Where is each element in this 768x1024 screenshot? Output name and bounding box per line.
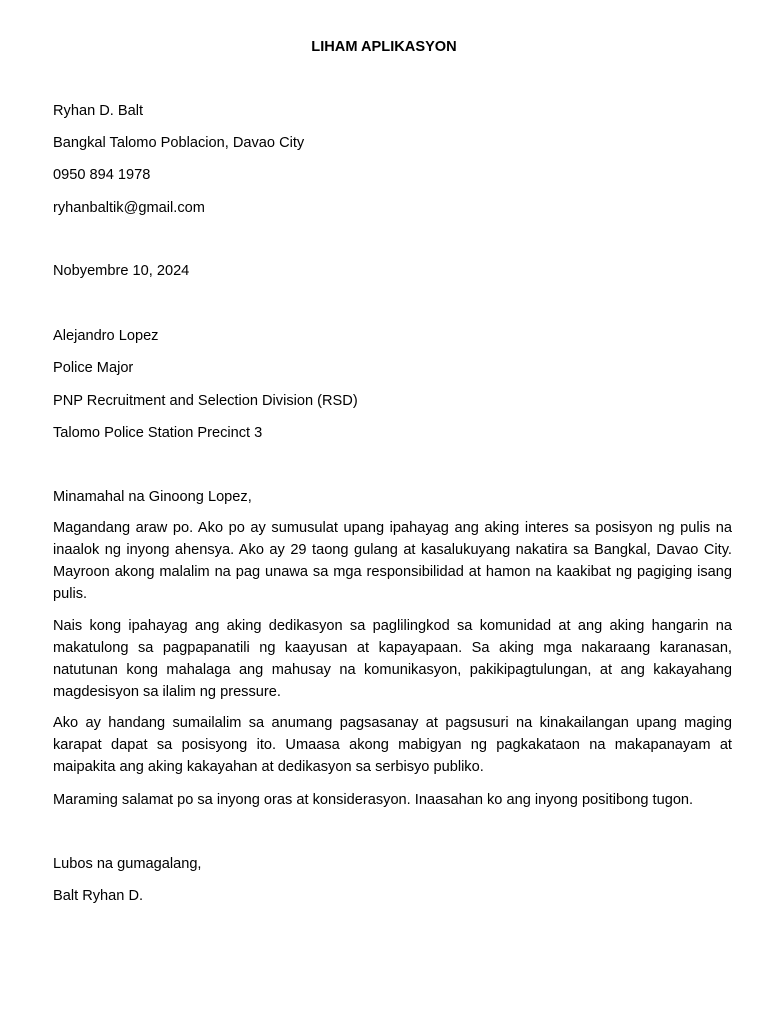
body-paragraph-2: Nais kong ipahayag ang aking dedikasyon sa paglilingkod sa komunidad at ang aking hangarin na makatulong sa pagpapanatili ng kaayusan at kapayapaan. Sa aking mga nakaraang karanasan, natutunan kong mahalaga ang mahusay na komunikasyon, pakikipagtulungan, at ang kakayahang magdesisyon sa ilalim ng pressure. [53, 618, 732, 700]
sender-email: ryhanbaltik@gmail.com [53, 200, 205, 216]
closing: Lubos na gumagalang, [53, 856, 202, 872]
recipient-office: PNP Recruitment and Selection Division (RSD) [53, 393, 358, 409]
recipient-name: Alejandro Lopez [53, 328, 159, 344]
body-paragraph-4: Maraming salamat po sa inyong oras at konsiderasyon. Inaasahan ko ang inyong positibong tugon. [53, 792, 694, 808]
body-paragraph-3: Ako ay handang sumailalim sa anumang pagsasanay at pagsusuri na kinakailangan upang maging karapat dapat sa posisyong ito. Umaasa akong mabigyan ng pagkakataon na makapanayam at maipakita ang aking kakayahan at dedikasyon sa serbisyo publiko. [53, 715, 732, 775]
letter-title: LIHAM APLIKASYON [311, 39, 457, 55]
salutation: Minamahal na Ginoong Lopez, [53, 489, 252, 505]
recipient-position: Police Major [53, 360, 134, 376]
signature: Balt Ryhan D. [53, 888, 144, 904]
sender-address: Bangkal Talomo Poblacion, Davao City [53, 135, 305, 151]
body-paragraph-1: Magandang araw po. Ako po ay sumusulat upang ipahayag ang aking interes sa posisyon ng pulis na inaalok ng inyong ahensya. Ako ay 29 taong gulang at kasalukuyang nakatira sa Bangkal, Davao City. Mayroon akong malalim na pag unawa sa mga responsibilidad at hamon na kaakibat ng pagiging isang pulis. [53, 520, 732, 602]
sender-phone: 0950 894 1978 [53, 167, 151, 183]
sender-name: Ryhan D. Balt [53, 103, 144, 119]
recipient-location: Talomo Police Station Precinct 3 [53, 425, 263, 441]
letter-date: Nobyembre 10, 2024 [53, 263, 190, 279]
